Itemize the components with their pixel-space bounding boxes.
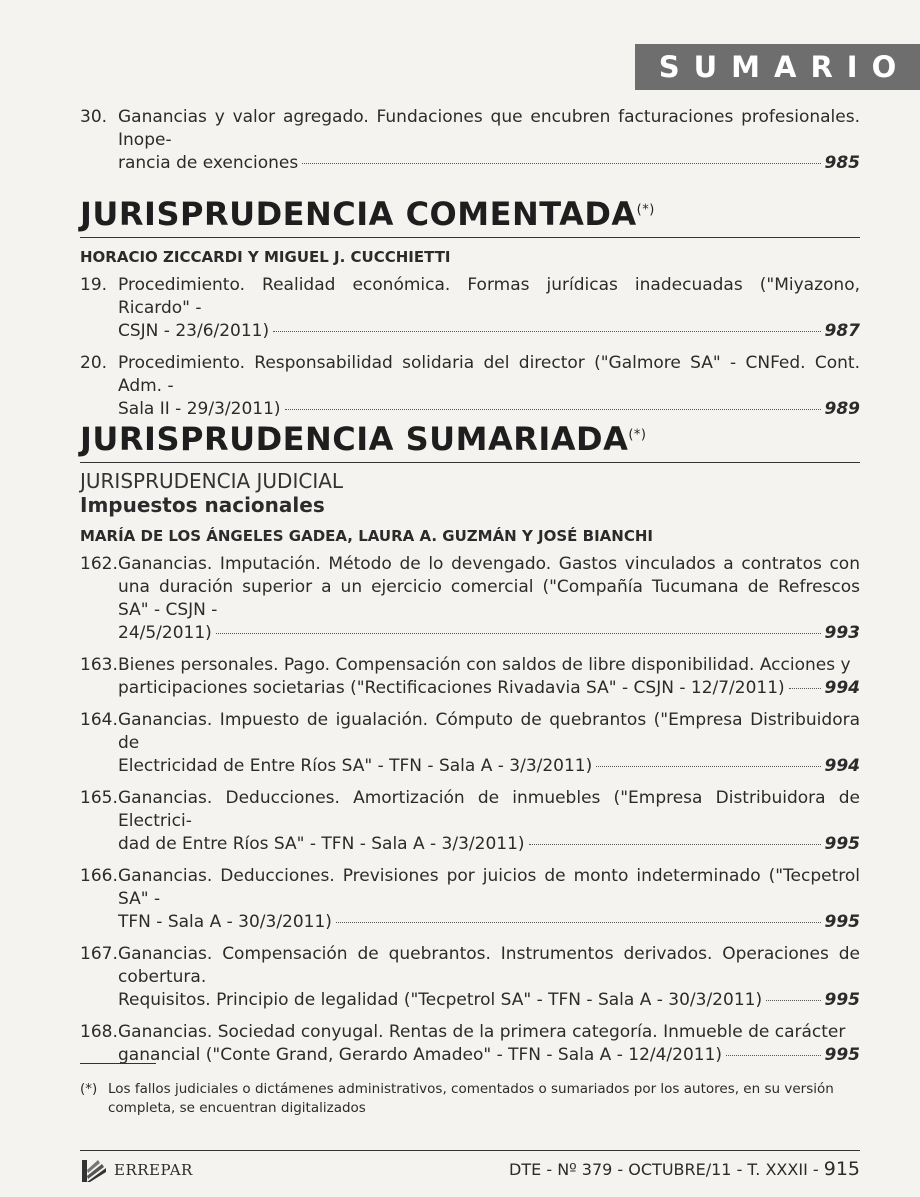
sumario-header-label: SUMARIO xyxy=(658,50,911,84)
subsection-title: JURISPRUDENCIA JUDICIAL xyxy=(80,469,344,493)
section-authors: HORACIO ZICCARDI Y MIGUEL J. CUCCHIETTI xyxy=(80,248,451,266)
page-ref: 993 xyxy=(824,623,860,643)
page-ref: 995 xyxy=(824,912,860,932)
list-item: 165. Ganancias. Deducciones. Amortización de inmuebles ("Empresa Distribuidora de Electrici- dad de Entre Ríos SA" - TFN - Sala A - 3/3/2011) 995 xyxy=(80,788,860,854)
sumario-header-tab xyxy=(635,44,920,90)
list-item: 162. Ganancias. Imputación. Método de lo devengado. Gastos vinculados a contratos con una duración superior a un ejercicio comercial ("Compañía Tucumana de Refrescos SA" - CSJN - 24/5/2011) 993 xyxy=(80,554,860,643)
page-ref: 994 xyxy=(824,756,860,776)
leader-dots xyxy=(273,331,820,332)
page-ref: 994 xyxy=(824,678,860,698)
list-item: 30. Ganancias y valor agregado. Fundaciones que encubren facturaciones profesionales. Inope- rancia de exenciones 985 xyxy=(80,107,860,173)
leader-dots xyxy=(216,633,821,634)
list-item: 163. Bienes personales. Pago. Compensación con saldos de libre disponibilidad. Acciones y participaciones societarias ("Rectificaciones Rivadavia SA" - CSJN - 12/7/2011) 994 xyxy=(80,655,860,698)
footer-divider xyxy=(80,1150,860,1151)
list-item: 167. Ganancias. Compensación de quebrantos. Instrumentos derivados. Operaciones de cobertura. Requisitos. Principio de legalidad ("Tecpetrol SA" - TFN - Sala A - 30/3/2011) 995 xyxy=(80,944,860,1010)
errepar-logo-icon xyxy=(80,1156,108,1184)
page-number: 915 xyxy=(823,1158,860,1180)
leader-dots xyxy=(726,1055,820,1056)
section-title: JURISPRUDENCIA SUMARIADA(*) xyxy=(80,420,860,463)
subsubsection-title: Impuestos nacionales xyxy=(80,493,325,517)
page-ref: 995 xyxy=(824,1045,860,1065)
footnote xyxy=(80,1080,860,1118)
list-item: 19. Procedimiento. Realidad económica. Formas jurídicas inadecuadas ("Miyazono, Ricardo" - CSJN - 23/6/2011) 987 xyxy=(80,275,860,341)
section-authors: MARÍA DE LOS ÁNGELES GADEA, LAURA A. GUZMÁN Y JOSÉ BIANCHI xyxy=(80,527,653,545)
page-ref: 987 xyxy=(824,321,860,341)
section-jurisprudencia-comentada xyxy=(80,195,860,430)
footnote-mark: (*) xyxy=(80,1081,98,1097)
section-jurisprudencia-sumariada xyxy=(80,420,860,1076)
leader-dots xyxy=(766,1000,820,1001)
leader-dots xyxy=(789,688,821,689)
list-item: 166. Ganancias. Deducciones. Previsiones por juicios de monto indeterminado ("Tecpetrol SA" - TFN - Sala A - 30/3/2011) 995 xyxy=(80,866,860,932)
leader-dots xyxy=(302,163,820,164)
page-footer xyxy=(509,1158,860,1180)
list-item: 168. Ganancias. Sociedad conyugal. Rentas de la primera categoría. Inmueble de carácter ganancial ("Conte Grand, Gerardo Amadeo" - TFN - Sala A - 12/4/2011) 995 xyxy=(80,1022,860,1065)
list-item: 20. Procedimiento. Responsabilidad solidaria del director ("Galmore SA" - CNFed. Cont. Adm. - Sala II - 29/3/2011) 989 xyxy=(80,353,860,419)
footnote-divider xyxy=(80,1063,156,1064)
list-item: 164. Ganancias. Impuesto de igualación. Cómputo de quebrantos ("Empresa Distribuidora de Electricidad de Entre Ríos SA" - TFN - Sala A - 3/3/2011) 994 xyxy=(80,710,860,776)
page-ref: 995 xyxy=(824,990,860,1010)
errepar-logo xyxy=(80,1156,193,1184)
page-ref: 989 xyxy=(824,399,860,419)
section-title: JURISPRUDENCIA COMENTADA(*) xyxy=(80,195,860,238)
leader-dots xyxy=(336,922,821,923)
leader-dots xyxy=(596,766,820,767)
leader-dots xyxy=(285,409,821,410)
intro-entries xyxy=(80,106,860,184)
footnote-text: Los fallos judiciales o dictámenes administrativos, comentados o sumariados por los autores, en su versión completa, se encuentran digitalizados xyxy=(108,1081,834,1116)
page-ref: 995 xyxy=(824,834,860,854)
publication-info: DTE - Nº 379 - OCTUBRE/11 - T. XXXII - xyxy=(509,1160,824,1179)
page-ref: 985 xyxy=(824,153,860,173)
leader-dots xyxy=(529,844,821,845)
errepar-logo-text: ERREPAR xyxy=(114,1161,193,1179)
